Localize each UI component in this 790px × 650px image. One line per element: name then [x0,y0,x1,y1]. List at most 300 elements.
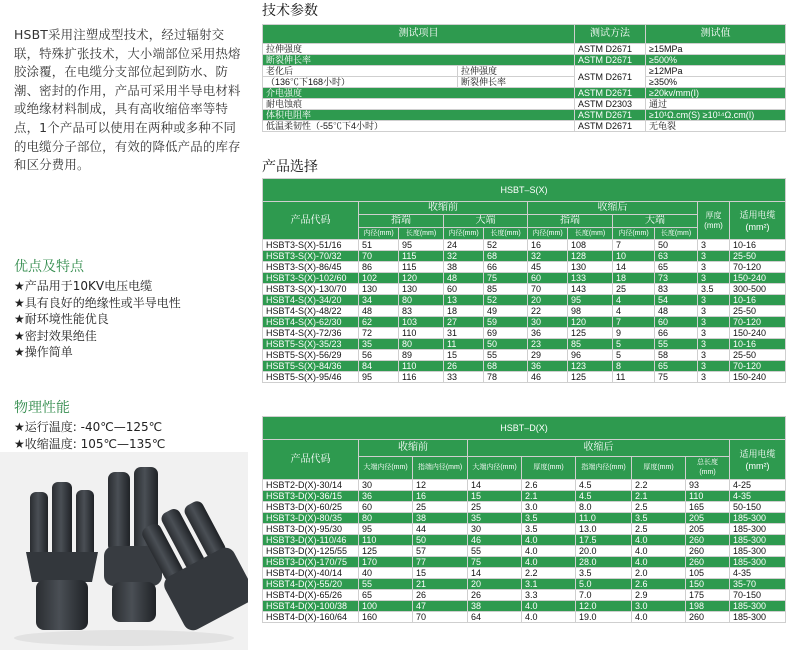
table-cell: 70 [359,251,399,262]
table-cell: 4.0 [632,535,686,546]
table-cell: 80 [359,513,413,524]
table-row [263,546,786,557]
s-finger-header: 指端 [528,215,613,228]
product-code-cell: HSBT3-D(X)-60/25 [263,502,359,513]
table-cell: 50-150 [730,502,786,513]
table-cell: 3 [698,306,730,317]
table-cell: 3.5 [632,513,686,524]
table-row [263,491,786,502]
table-cell: 2.2 [632,480,686,491]
table-cell: 25 [413,502,468,513]
tech-cell: ASTM D2303 [575,99,646,110]
product-code-cell: HSBT4-D(X)-65/26 [263,590,359,601]
table-cell: 4-35 [730,491,786,502]
table-cell: 13 [444,295,484,306]
product-code-cell: HSBT4-D(X)-160/64 [263,612,359,623]
table-cell: 8.0 [576,502,632,513]
table-cell: 50 [484,339,528,350]
table-cell: 3.1 [522,579,576,590]
table-row [263,339,786,350]
table-cell: 85 [568,339,613,350]
table-row [263,328,786,339]
table-cell: 5 [613,339,655,350]
product-code-cell: HSBT4-D(X)-100/38 [263,601,359,612]
product-code-cell: HSBT5-S(X)-56/29 [263,350,359,361]
table-cell: 38 [444,262,484,273]
table-cell: 3.3 [522,590,576,601]
table-cell: 65 [359,590,413,601]
table-cell: 15 [413,568,468,579]
table-cell: 3 [698,339,730,350]
s-id-header: 内径(mm) [359,228,399,240]
feature-item: ★具有良好的绝缘性或半导电性 [14,295,181,310]
table-cell: 30 [528,317,568,328]
table-cell: 83 [655,284,698,295]
table-cell: 260 [686,535,730,546]
table-row [263,612,786,623]
table-row [263,121,786,132]
table-cell: 108 [568,240,613,251]
table-cell: 3.5 [522,513,576,524]
product-code-cell: HSBT4-S(X)-62/30 [263,317,359,328]
table-cell: 83 [399,306,444,317]
tech-cell: ASTM D2671 [575,44,646,55]
tech-cell: ≥500% [646,55,786,66]
table-cell: 128 [568,251,613,262]
physical-item: ★运行温度: -40℃—125℃ [14,420,163,434]
table-cell: 5 [613,350,655,361]
table-cell: 100 [359,601,413,612]
table-cell: 115 [399,262,444,273]
table-cell: 198 [686,601,730,612]
table-cell: 48 [359,306,399,317]
table-cell: 36 [359,491,413,502]
s-len-header: 长度(mm) [484,228,528,240]
table-cell: 35 [359,339,399,350]
table-cell: 185-300 [730,546,786,557]
table-cell: 60 [528,273,568,284]
table-cell: 65 [655,262,698,273]
table-cell: 46 [468,535,522,546]
table-cell: 40 [359,568,413,579]
table-cell: 60 [655,317,698,328]
s-id-header: 内径(mm) [444,228,484,240]
table-row [263,295,786,306]
table-cell: 3 [698,295,730,306]
product-code-cell: HSBT4-D(X)-40/14 [263,568,359,579]
table-cell: 125 [568,372,613,383]
table-cell: 110 [359,535,413,546]
table-cell: 2.1 [632,491,686,502]
table-cell: 260 [686,557,730,568]
table-cell: 51 [359,240,399,251]
table-cell: 175 [686,590,730,601]
table-cell: 20.0 [576,546,632,557]
table-row [263,44,786,55]
tech-cell: ≥15MPa [646,44,786,55]
table-cell: 120 [568,317,613,328]
d-fingerid-header: 指端内径(mm) [576,457,632,480]
table-cell: 50 [413,535,468,546]
cable-breakout-boots-image [0,452,248,650]
tech-header-value: 测试值 [646,25,786,44]
table-cell: 62 [359,317,399,328]
d-table-body [263,480,786,623]
tech-cell: （136℃下168小时） [263,77,458,88]
d-table-title: HSBT–D(X) [263,417,786,440]
table-cell: 3 [698,262,730,273]
table-row [263,480,786,491]
table-cell: 11 [613,372,655,383]
table-cell: 13.0 [576,524,632,535]
tech-header-item: 测试项目 [263,25,575,44]
table-cell: 52 [484,295,528,306]
table-cell: 185-300 [730,513,786,524]
table-row [263,317,786,328]
product-code-cell: HSBT5-S(X)-84/36 [263,361,359,372]
s-before-header: 收缩前 [359,202,528,215]
table-cell: 4-35 [730,568,786,579]
table-row [263,590,786,601]
table-cell: 3.0 [522,502,576,513]
table-cell: 72 [359,328,399,339]
table-cell: 27 [444,317,484,328]
table-cell: 59 [484,317,528,328]
table-cell: 3.5 [576,568,632,579]
tech-table [262,24,786,132]
table-cell: 55 [655,339,698,350]
table-cell: 65 [655,361,698,372]
table-cell: 32 [528,251,568,262]
table-row [263,535,786,546]
s-len-header: 长度(mm) [399,228,444,240]
table-cell: 25-50 [730,251,786,262]
table-row [263,66,786,77]
tech-cell: 断裂伸长率 [458,77,575,88]
feature-item: ★密封效果绝佳 [14,328,97,343]
product-code-cell: HSBT3-S(X)-70/32 [263,251,359,262]
table-row [263,361,786,372]
product-code-cell: HSBT3-S(X)-130/70 [263,284,359,295]
tech-header-row [263,25,786,44]
product-code-cell: HSBT4-S(X)-34/20 [263,295,359,306]
table-cell: 25 [468,502,522,513]
table-row [263,284,786,295]
table-cell: 150-240 [730,328,786,339]
tech-cell: 体积电阻率 [263,110,575,121]
table-row [263,262,786,273]
d-code-header: 产品代码 [263,440,359,480]
table-cell: 38 [413,513,468,524]
table-cell: 3 [698,328,730,339]
table-cell: 35-70 [730,579,786,590]
table-cell: 58 [655,350,698,361]
table-cell: 3 [698,317,730,328]
table-cell: 185-300 [730,524,786,535]
table-cell: 32 [444,251,484,262]
table-cell: 70-150 [730,590,786,601]
tech-cell: 老化后 [263,66,458,77]
table-cell: 4 [613,295,655,306]
table-cell: 25 [613,284,655,295]
s-after-header: 收缩后 [528,202,698,215]
table-cell: 110 [399,361,444,372]
table-cell: 4.0 [522,557,576,568]
table-cell: 150-240 [730,372,786,383]
table-row [263,251,786,262]
table-cell: 24 [444,240,484,251]
table-row [263,99,786,110]
table-cell: 30 [468,524,522,535]
d-thick-header: 厚度(mm) [632,457,686,480]
s-id-header: 内径(mm) [613,228,655,240]
right-column [262,0,790,650]
table-cell: 70 [413,612,468,623]
table-cell: 48 [444,273,484,284]
physical-title: 物理性能 [14,400,70,416]
table-cell: 4.0 [632,546,686,557]
tech-title: 技术参数 [262,3,318,19]
table-cell: 4.0 [522,535,576,546]
table-cell: 105 [686,568,730,579]
table-cell: 165 [686,502,730,513]
table-cell: 11.0 [576,513,632,524]
table-cell: 7 [613,240,655,251]
d-thick-header: 厚度(mm) [522,457,576,480]
table-cell: 26 [468,590,522,601]
table-cell: 16 [528,240,568,251]
features-list [14,278,181,361]
table-cell: 15 [444,350,484,361]
table-row [263,306,786,317]
table-row [263,88,786,99]
product-code-cell: HSBT3-D(X)-95/30 [263,524,359,535]
table-cell: 50 [655,240,698,251]
table-cell: 54 [655,295,698,306]
table-cell: 64 [468,612,522,623]
product-code-cell: HSBT4-D(X)-55/20 [263,579,359,590]
table-cell: 3.0 [632,601,686,612]
table-cell: 86 [359,262,399,273]
left-column [0,0,250,650]
table-cell: 5.0 [576,579,632,590]
table-cell: 70 [528,284,568,295]
table-cell: 45 [528,262,568,273]
table-cell: 3 [698,273,730,284]
table-cell: 115 [399,251,444,262]
product-code-cell: HSBT5-S(X)-35/23 [263,339,359,350]
table-cell: 103 [399,317,444,328]
table-cell: 2.5 [632,524,686,535]
physical-item: ★收缩温度: 105℃—135℃ [14,436,166,451]
table-row [263,524,786,535]
table-row [263,502,786,513]
table-cell: 75 [484,273,528,284]
tech-cell: ASTM D2671 [575,121,646,132]
table-cell: 110 [399,328,444,339]
table-cell: 48 [655,306,698,317]
d-bigid-header: 大端内径(mm) [468,457,522,480]
table-cell: 185-300 [730,601,786,612]
s-len-header: 长度(mm) [655,228,698,240]
table-cell: 4.0 [522,546,576,557]
table-cell: 55 [359,579,413,590]
table-cell: 4.5 [576,480,632,491]
product-code-cell: HSBT3-D(X)-36/15 [263,491,359,502]
tech-cell: 断裂伸长率 [263,55,575,66]
tech-cell: ≥12MPa [646,66,786,77]
table-cell: 125 [568,328,613,339]
table-cell: 36 [528,361,568,372]
table-cell: 33 [444,372,484,383]
table-cell: 4.5 [576,491,632,502]
table-cell: 8 [613,361,655,372]
product-code-cell: HSBT3-D(X)-125/55 [263,546,359,557]
product-code-cell: HSBT5-S(X)-95/46 [263,372,359,383]
table-cell: 133 [568,273,613,284]
tech-header-method: 测试方法 [575,25,646,44]
tech-cell: ≥10¹Ω.cm(S) ≥10¹⁴Ω.cm(I) [646,110,786,121]
table-cell: 7 [613,317,655,328]
table-row [263,55,786,66]
product-code-cell: HSBT3-D(X)-170/75 [263,557,359,568]
s-big-header: 大端 [444,215,528,228]
table-row [263,557,786,568]
product-photo [0,452,248,650]
table-cell: 60 [444,284,484,295]
tech-cell: 拉伸强度 [458,66,575,77]
table-cell: 14 [613,262,655,273]
table-row [263,240,786,251]
d-fingerid-header: 指端内径(mm) [413,457,468,480]
table-cell: 21 [413,579,468,590]
table-cell: 2.6 [632,579,686,590]
table-cell: 9 [613,328,655,339]
intro-text: HSBT采用注塑成型技术，经过辐射交联，特殊扩张技术，大小端部位采用热熔胶涂覆，在电缆分支部位起到防水、防潮、密封的作用，产品可采用半导电材料或绝缘材料制成，具有高收缩倍率等特点，1个产品可以使用在两种或多种不同的电缆分子部位，有效的降低产品的库存和区分费用。 [14,27,241,173]
table-cell: 16 [413,491,468,502]
table-cell: 52 [484,240,528,251]
table-cell: 26 [444,361,484,372]
table-cell: 2.5 [632,502,686,513]
table-row [263,372,786,383]
table-cell: 49 [484,306,528,317]
table-cell: 150-240 [730,273,786,284]
table-cell: 3 [698,350,730,361]
table-cell: 78 [484,372,528,383]
table-cell: 84 [359,361,399,372]
table-cell: 3.5 [522,524,576,535]
hsbt-s-table [262,178,786,383]
table-cell: 2.6 [522,480,576,491]
table-row [263,513,786,524]
table-cell: 63 [655,251,698,262]
table-cell: 3.5 [698,284,730,295]
product-code-cell: HSBT4-S(X)-48/22 [263,306,359,317]
table-cell: 25-50 [730,350,786,361]
table-cell: 185-300 [730,557,786,568]
s-table-title: HSBT–S(X) [263,179,786,202]
table-cell: 80 [399,339,444,350]
table-row [263,601,786,612]
feature-item: ★耐环境性能优良 [14,312,109,326]
table-cell: 95 [359,524,413,535]
table-cell: 260 [686,612,730,623]
s-big-header: 大端 [613,215,698,228]
table-cell: 77 [413,557,468,568]
table-cell: 110 [686,491,730,502]
table-cell: 95 [568,295,613,306]
d-totallen-header: 总长度(mm) [686,457,730,480]
product-code-cell: HSBT3-D(X)-80/35 [263,513,359,524]
table-cell: 2.9 [632,590,686,601]
table-cell: 10-16 [730,240,786,251]
table-cell: 2.0 [632,568,686,579]
tech-cell: ≥20kv/mm(I) [646,88,786,99]
table-cell: 11 [444,339,484,350]
table-cell: 98 [568,306,613,317]
table-cell: 116 [399,372,444,383]
product-code-cell: HSBT3-S(X)-86/45 [263,262,359,273]
tech-cell: ASTM D2671 [575,110,646,121]
table-cell: 85 [484,284,528,295]
tech-cell: ASTM D2671 [575,55,646,66]
table-cell: 96 [568,350,613,361]
table-cell: 23 [528,339,568,350]
s-finger-header: 指端 [359,215,444,228]
table-cell: 35 [468,513,522,524]
table-cell: 75 [655,372,698,383]
table-cell: 57 [413,546,468,557]
tech-cell: ASTM D2671 [575,88,646,99]
table-cell: 20 [528,295,568,306]
table-cell: 60 [359,502,413,513]
table-cell: 2.2 [522,568,576,579]
d-bigid-header: 大端内径(mm) [359,457,413,480]
table-cell: 4 [613,306,655,317]
table-cell: 93 [686,480,730,491]
s-thick-header: 厚度(mm) [698,202,730,240]
table-row [263,273,786,284]
table-row [263,568,786,579]
table-cell: 14 [468,568,522,579]
table-cell: 143 [568,284,613,295]
table-cell: 70-120 [730,262,786,273]
table-cell: 205 [686,513,730,524]
table-row [263,77,786,88]
table-cell: 102 [359,273,399,284]
tech-cell: ASTM D2671 [575,66,646,88]
table-cell: 29 [528,350,568,361]
table-row [263,579,786,590]
table-cell: 12.0 [576,601,632,612]
table-cell: 3 [698,251,730,262]
s-code-header: 产品代码 [263,202,359,240]
table-row [263,110,786,121]
feature-item: ★操作简单 [14,345,73,359]
table-cell: 20 [468,579,522,590]
table-cell: 3 [698,372,730,383]
table-cell: 4.0 [522,601,576,612]
table-cell: 185-300 [730,535,786,546]
table-cell: 73 [655,273,698,284]
table-cell: 95 [399,240,444,251]
table-cell: 19.0 [576,612,632,623]
table-cell: 17.5 [576,535,632,546]
table-cell: 38 [468,601,522,612]
table-cell: 69 [484,328,528,339]
table-cell: 123 [568,361,613,372]
table-cell: 89 [399,350,444,361]
